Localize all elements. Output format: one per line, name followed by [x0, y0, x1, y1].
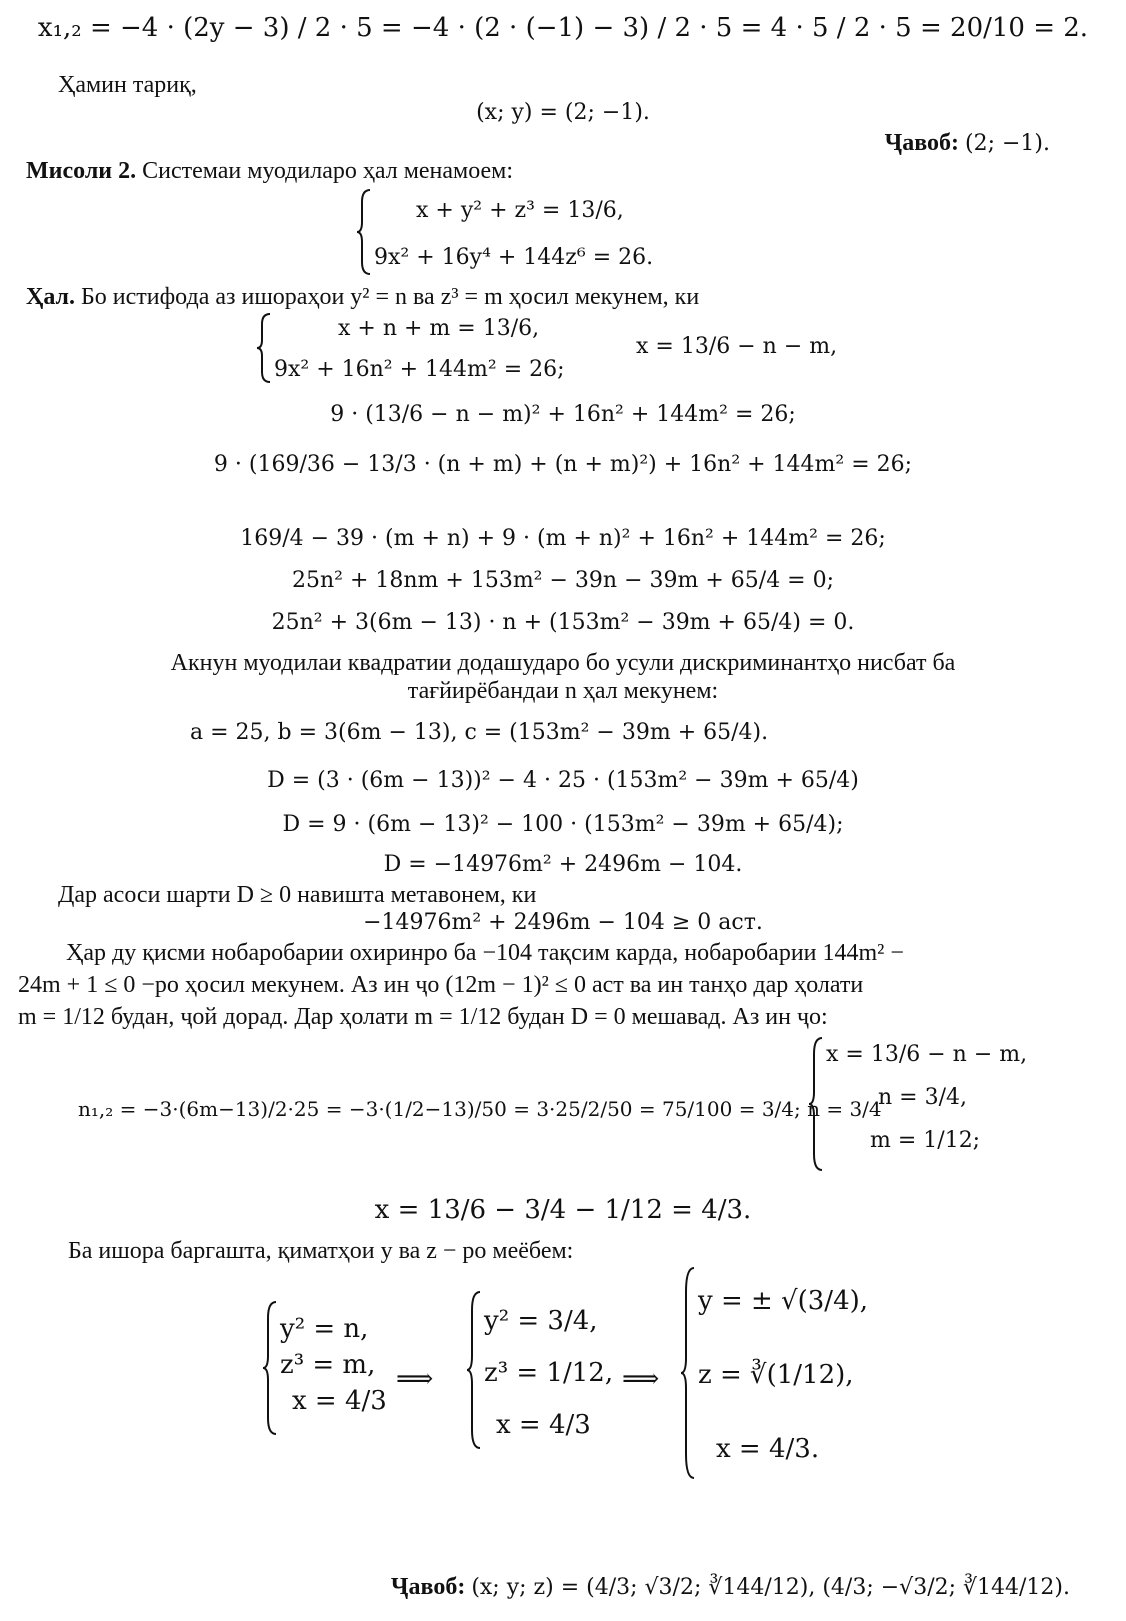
paragraph-line-2: 24m + 1 ≤ 0 −ро ҳосил мекунем. Аз ин ҷо (12m − 1)² ≤ 0 аст ва ин танҳо дар ҳолати: [18, 972, 864, 998]
final-2-eq-2: z³ = 1/12,: [484, 1358, 614, 1388]
final-2-eq-3: x = 4/3: [496, 1410, 591, 1440]
answer-1: [885, 130, 1050, 158]
final-1-eq-2: z³ = m,: [280, 1350, 376, 1380]
sub-eq-2: 9x² + 16n² + 144m² = 26;: [274, 357, 565, 382]
brace-icon: [680, 1266, 696, 1480]
solution-text: Бо истифода аз ишораҳои y² = n ва z³ = m ҳосил мекунем, ки: [81, 284, 700, 310]
disc-3: D = −14976m² + 2496m − 104.: [383, 852, 743, 877]
step-5: 25n² + 3(6m − 13) · n + (153m² − 39m + 65/4) = 0.: [271, 610, 855, 635]
example-statement: Системаи муодиларо ҳал менамоем:: [142, 158, 514, 184]
coefficients: a = 25, b = 3(6m − 13), c = (153m² − 39m + 65/4).: [190, 720, 769, 745]
solution-line: [26, 284, 699, 312]
n-formula: n₁,₂ = −3·(6m−13)/2·25 = −3·(1/2−13)/50 = 3·25/2/50 = 75/100 = 3/4; n = 3/4: [78, 1097, 882, 1121]
paragraph-line-3: m = 1/12 будан, ҷой дорад. Дар ҳолати m = 1/12 будан D = 0 мешавад. Аз ин ҷо:: [18, 1004, 828, 1030]
condition-inequality: −14976m² + 2496m − 104 ≥ 0 аст.: [363, 910, 763, 935]
thus-text: Ҳамин тариқ,: [58, 72, 197, 98]
brace-icon: [262, 1300, 278, 1436]
pair-result: (x; y) = (2; −1).: [476, 100, 650, 125]
right-eq-3: m = 1/12;: [870, 1128, 981, 1153]
system-eq-2: 9x² + 16y⁴ + 144z⁶ = 26.: [374, 245, 654, 270]
disc-1: D = (3 · (6m − 13))² − 4 · 25 · (153m² − 39m + 65/4): [267, 768, 859, 793]
step-3: 169/4 − 39 · (m + n) + 9 · (m + n)² + 16n² + 144m² = 26;: [240, 526, 886, 551]
answer-label: Ҷавоб:: [884, 130, 959, 156]
brace-icon: [356, 188, 372, 276]
right-system: [808, 1036, 1027, 1172]
step-2: 9 · (169/36 − 13/3 · (n + m) + (n + m)²) + 16n² + 144m² = 26;: [213, 452, 913, 477]
step-4: 25n² + 18nm + 153m² − 39n − 39m + 65/4 = 0;: [291, 568, 835, 593]
system-main: [356, 188, 653, 276]
final-3-eq-3: x = 4/3.: [716, 1434, 820, 1464]
implies-arrow-2: ⟹: [622, 1364, 660, 1394]
final-system-2: [466, 1290, 613, 1450]
back-text: Ба ишора баргашта, қиматҳои y ва z − ро меёбем:: [68, 1238, 574, 1264]
root-formula: x₁,₂ = −4 · (2y − 3) / 2 · 5 = −4 · (2 · (−1) − 3) / 2 · 5 = 4 · 5 / 2 · 5 = 20/10 = 2.: [37, 13, 1089, 43]
right-eq-2: n = 3/4,: [878, 1085, 967, 1110]
final-answer-label: Ҷавоб:: [390, 1574, 466, 1600]
final-3-eq-2: z = ∛(1/12),: [698, 1360, 854, 1390]
example-heading: [26, 158, 513, 186]
final-3-eq-1: y = ± √(3/4),: [698, 1286, 869, 1316]
system-eq-1: x + y² + z³ = 13/6,: [416, 198, 624, 223]
final-1-eq-3: x = 4/3: [292, 1386, 387, 1416]
final-system-3: [680, 1266, 868, 1480]
step-1: 9 · (13/6 − n − m)² + 16n² + 144m² = 26;: [330, 402, 796, 427]
right-eq-1: x = 13/6 − n − m,: [826, 1042, 1028, 1067]
final-1-eq-1: y² = n,: [280, 1314, 369, 1344]
brace-icon: [808, 1036, 824, 1172]
x-value: x = 13/6 − 3/4 − 1/12 = 4/3.: [374, 1195, 752, 1225]
quad-text-2: тағйирёбандаи n ҳал мекунем:: [407, 678, 719, 704]
brace-icon: [466, 1290, 482, 1450]
disc-2: D = 9 · (6m − 13)² − 100 · (153m² − 39m + 65/4);: [282, 812, 844, 837]
quad-text-1: Акнун муодилаи квадратии додашударо бо усули дискриминантҳо нисбат ба: [170, 650, 956, 676]
solution-label: Ҳал.: [26, 284, 76, 310]
condition-text: Дар асоси шарти D ≥ 0 навишта метавонем, ки: [58, 882, 537, 908]
implies-arrow-1: ⟹: [396, 1364, 434, 1394]
example-title: Мисоли 2.: [26, 158, 137, 184]
final-system-1: [262, 1300, 387, 1436]
x-expression: x = 13/6 − n − m,: [636, 334, 838, 359]
brace-icon: [256, 312, 272, 384]
sub-eq-1: x + n + m = 13/6,: [338, 316, 540, 341]
final-2-eq-1: y² = 3/4,: [484, 1306, 598, 1336]
final-answer-value: (x; y; z) = (4/3; √3/2; ∛144/12), (4/3; −√3/2; ∛144/12).: [471, 1575, 1070, 1600]
answer-value: (2; −1).: [965, 131, 1050, 156]
paragraph-line-1: Ҳар ду қисми нобаробарии охиринро ба −104 тақсим карда, нобаробарии 144m² −: [66, 940, 904, 966]
final-answer: [391, 1574, 1070, 1602]
sub-system: [256, 312, 565, 384]
